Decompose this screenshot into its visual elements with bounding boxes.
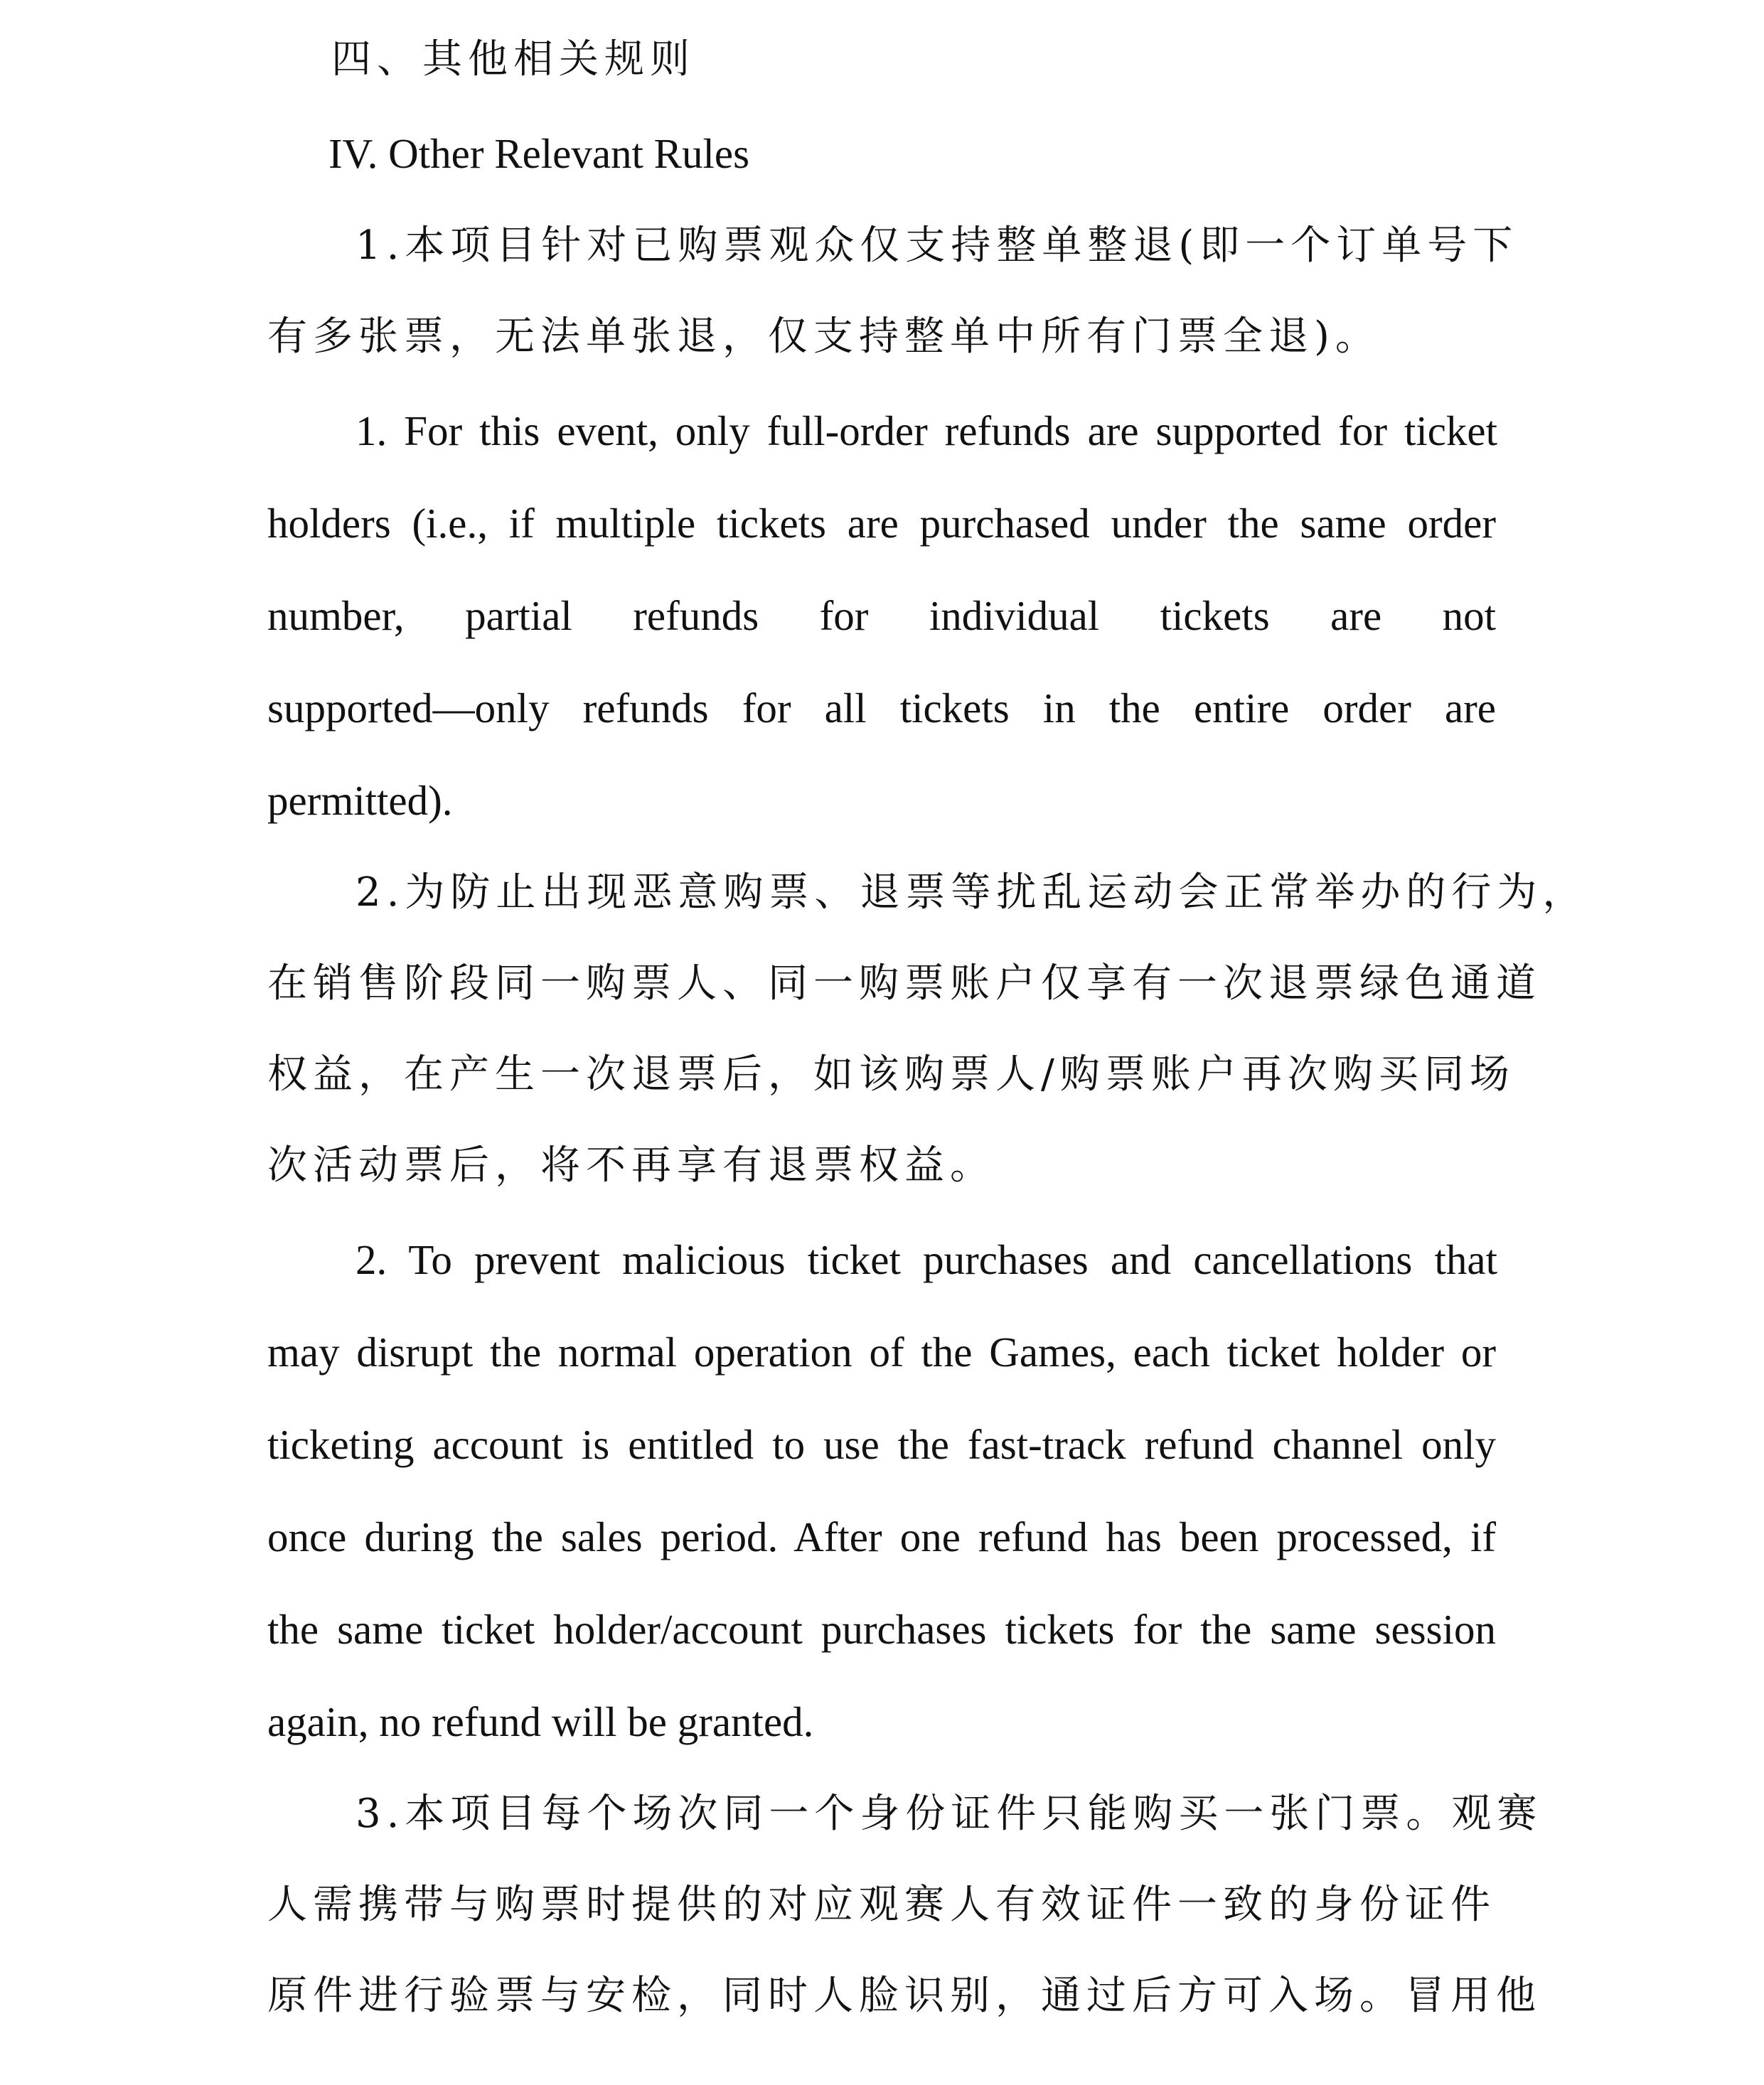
rule-2-en-line-3: ticketing account is entitled to use the fast-track refund channel only	[267, 1421, 1496, 1468]
rule-3-zh-line-1: 3.本项目每个场次同一个身份证件只能购买一张门票。观赛	[356, 1791, 1543, 1837]
rule-2-en-line-5: the same ticket holder/account purchases tickets for the same session	[267, 1606, 1496, 1653]
rule-2-zh-line-1: 2.为防止出现恶意购票、退票等扰乱运动会正常举办的行为，	[356, 869, 1588, 916]
section-heading-en: IV. Other Relevant Rules	[328, 130, 750, 177]
rule-2-en-line-1: 2. To prevent malicious ticket purchases and cancellations that	[356, 1236, 1497, 1283]
rule-2-zh-line-2: 在销售阶段同一购票人、同一购票账户仅享有一次退票绿色通道	[267, 960, 1541, 1007]
rule-2-en-line-6: again, no refund will be granted.	[267, 1698, 814, 1745]
section-heading-zh: 四、其他相关规则	[331, 36, 695, 82]
rule-2-zh-line-4: 次活动票后，将不再享有退票权益。	[267, 1142, 995, 1189]
rule-2-zh-line-3: 权益，在产生一次退票后，如该购票人/购票账户再次购买同场	[267, 1051, 1515, 1098]
rule-1-en-line-1: 1. For this event, only full-order refunds are supported for ticket	[356, 407, 1497, 454]
rule-2-en-line-2: may disrupt the normal operation of the Games, each ticket holder or	[267, 1329, 1496, 1376]
rule-2-en-line-4: once during the sales period. After one refund has been processed, if	[267, 1513, 1496, 1560]
rule-1-en-line-4: supported—only refunds for all tickets in the entire order are	[267, 685, 1496, 731]
rule-1-en-line-3: number, partial refunds for individual tickets are not	[267, 592, 1496, 639]
rule-3-zh-line-2: 人需携带与购票时提供的对应观赛人有效证件一致的身份证件	[267, 1882, 1496, 1928]
rule-1-en-line-2: holders (i.e., if multiple tickets are purchased under the same order	[267, 500, 1496, 547]
rule-1-zh-line-2: 有多张票，无法单张退，仅支持整单中所有门票全退)。	[267, 313, 1381, 360]
rule-1-zh-line-1: 1.本项目针对已购票观众仅支持整单整退(即一个订单号下	[356, 223, 1519, 269]
rule-3-zh-line-3: 原件进行验票与安检，同时人脸识别，通过后方可入场。冒用他	[267, 1973, 1541, 2019]
rule-1-en-line-5: permitted).	[267, 777, 453, 824]
